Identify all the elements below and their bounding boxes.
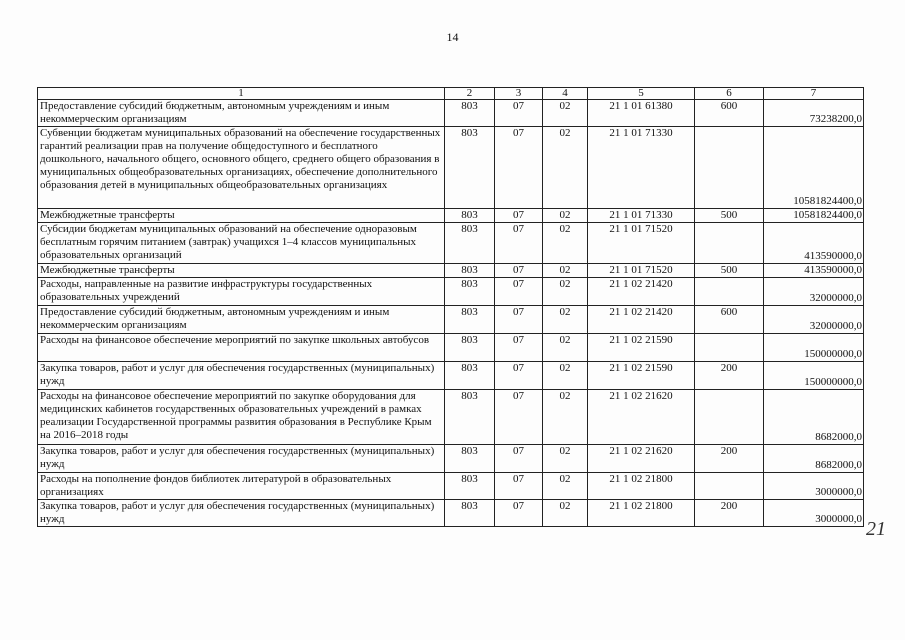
row-section-code: 07 (495, 306, 543, 334)
row-name: Предоставление субсидий бюджетным, автономным учреждениям и иным некоммерческим организациям (38, 100, 445, 127)
row-expense-type (695, 334, 764, 362)
budget-table (37, 87, 864, 527)
row-amount: 150000000,0 (764, 362, 864, 390)
row-target-article: 21 1 02 21620 (588, 445, 695, 473)
row-name: Закупка товаров, работ и услуг для обеспечения государственных (муниципальных) нужд (38, 362, 445, 390)
row-amount: 3000000,0 (764, 500, 864, 527)
row-expense-type: 500 (695, 264, 764, 278)
row-ministry-code: 803 (445, 127, 495, 209)
page-number: 14 (446, 30, 459, 44)
row-subsection-code: 02 (543, 473, 588, 500)
column-header: 3 (495, 88, 543, 100)
row-amount: 8682000,0 (764, 445, 864, 473)
column-header: 5 (588, 88, 695, 100)
table-row (38, 278, 864, 306)
row-amount: 413590000,0 (764, 223, 864, 264)
table-row (38, 223, 864, 264)
table-row (38, 445, 864, 473)
row-section-code: 07 (495, 264, 543, 278)
row-name: Закупка товаров, работ и услуг для обеспечения государственных (муниципальных) нужд (38, 500, 445, 527)
row-expense-type: 200 (695, 362, 764, 390)
row-amount: 413590000,0 (764, 264, 864, 278)
row-subsection-code: 02 (543, 278, 588, 306)
table-row (38, 264, 864, 278)
row-ministry-code: 803 (445, 445, 495, 473)
row-target-article: 21 1 02 21420 (588, 306, 695, 334)
row-ministry-code: 803 (445, 264, 495, 278)
row-subsection-code: 02 (543, 334, 588, 362)
row-name: Предоставление субсидий бюджетным, автономным учреждениям и иным некоммерческим организациям (38, 306, 445, 334)
table-row (38, 209, 864, 223)
row-expense-type (695, 473, 764, 500)
row-amount: 10581824400,0 (764, 127, 864, 209)
row-expense-type: 200 (695, 445, 764, 473)
row-section-code: 07 (495, 223, 543, 264)
row-ministry-code: 803 (445, 100, 495, 127)
row-section-code: 07 (495, 445, 543, 473)
table-row (38, 100, 864, 127)
table-row (38, 473, 864, 500)
row-section-code: 07 (495, 334, 543, 362)
row-name: Расходы на финансовое обеспечение мероприятий по закупке школьных автобусов (38, 334, 445, 362)
row-name: Субвенции бюджетам муниципальных образований на обеспечение государственных гарантий реализации прав на получение общедоступного и бесплатного дошкольного, начального общего, основного общего, среднего общего образования в муниципальных общеобразовательных организациях, обеспечение дополнительного образования детей в муниципальных общеобразовательных организациях (38, 127, 445, 209)
table-header-row (38, 88, 864, 100)
row-subsection-code: 02 (543, 223, 588, 264)
table-row (38, 500, 864, 527)
row-target-article: 21 1 02 21800 (588, 473, 695, 500)
row-subsection-code: 02 (543, 127, 588, 209)
row-ministry-code: 803 (445, 223, 495, 264)
row-subsection-code: 02 (543, 100, 588, 127)
row-section-code: 07 (495, 473, 543, 500)
row-subsection-code: 02 (543, 264, 588, 278)
handwritten-page-mark: 21 (866, 518, 886, 540)
table-row (38, 362, 864, 390)
row-section-code: 07 (495, 362, 543, 390)
row-name: Закупка товаров, работ и услуг для обеспечения государственных (муниципальных) нужд (38, 445, 445, 473)
row-name: Расходы, направленные на развитие инфраструктуры государственных образовательных учреждений (38, 278, 445, 306)
row-name: Межбюджетные трансферты (38, 264, 445, 278)
table-row (38, 334, 864, 362)
row-ministry-code: 803 (445, 473, 495, 500)
row-target-article: 21 1 01 61380 (588, 100, 695, 127)
row-subsection-code: 02 (543, 306, 588, 334)
row-ministry-code: 803 (445, 334, 495, 362)
row-ministry-code: 803 (445, 500, 495, 527)
row-target-article: 21 1 01 71520 (588, 264, 695, 278)
table-row (38, 127, 864, 209)
table-row (38, 306, 864, 334)
row-name: Расходы на финансовое обеспечение мероприятий по закупке оборудования для медицинских кабинетов государственных образовательных учреждений в рамках реализации Государственной программы развития образования в Республике Крым на 2016–2018 годы (38, 390, 445, 445)
row-target-article: 21 1 02 21590 (588, 334, 695, 362)
column-header: 6 (695, 88, 764, 100)
row-section-code: 07 (495, 209, 543, 223)
row-ministry-code: 803 (445, 306, 495, 334)
row-target-article: 21 1 01 71520 (588, 223, 695, 264)
row-amount: 32000000,0 (764, 278, 864, 306)
row-expense-type: 600 (695, 306, 764, 334)
row-ministry-code: 803 (445, 362, 495, 390)
row-name: Расходы на пополнение фондов библиотек литературой в образовательных организациях (38, 473, 445, 500)
row-section-code: 07 (495, 390, 543, 445)
row-amount: 32000000,0 (764, 306, 864, 334)
row-target-article: 21 1 01 71330 (588, 127, 695, 209)
row-subsection-code: 02 (543, 209, 588, 223)
row-section-code: 07 (495, 127, 543, 209)
row-target-article: 21 1 02 21800 (588, 500, 695, 527)
row-amount: 3000000,0 (764, 473, 864, 500)
row-subsection-code: 02 (543, 500, 588, 527)
row-expense-type (695, 127, 764, 209)
table-row (38, 390, 864, 445)
row-name: Субсидии бюджетам муниципальных образований на обеспечение одноразовым бесплатным горячим питанием (завтрак) учащихся 1–4 классов муниципальных образовательных организаций (38, 223, 445, 264)
row-ministry-code: 803 (445, 209, 495, 223)
row-expense-type (695, 278, 764, 306)
row-section-code: 07 (495, 500, 543, 527)
row-ministry-code: 803 (445, 390, 495, 445)
row-amount: 150000000,0 (764, 334, 864, 362)
row-target-article: 21 1 02 21620 (588, 390, 695, 445)
row-amount: 8682000,0 (764, 390, 864, 445)
column-header: 2 (445, 88, 495, 100)
row-section-code: 07 (495, 100, 543, 127)
row-expense-type (695, 223, 764, 264)
row-target-article: 21 1 02 21590 (588, 362, 695, 390)
row-expense-type: 200 (695, 500, 764, 527)
row-target-article: 21 1 02 21420 (588, 278, 695, 306)
row-name: Межбюджетные трансферты (38, 209, 445, 223)
row-expense-type: 500 (695, 209, 764, 223)
row-section-code: 07 (495, 278, 543, 306)
row-subsection-code: 02 (543, 362, 588, 390)
column-header: 1 (38, 88, 445, 100)
row-subsection-code: 02 (543, 390, 588, 445)
column-header: 4 (543, 88, 588, 100)
row-amount: 10581824400,0 (764, 209, 864, 223)
row-expense-type (695, 390, 764, 445)
row-target-article: 21 1 01 71330 (588, 209, 695, 223)
row-subsection-code: 02 (543, 445, 588, 473)
row-ministry-code: 803 (445, 278, 495, 306)
column-header: 7 (764, 88, 864, 100)
row-amount: 73238200,0 (764, 100, 864, 127)
row-expense-type: 600 (695, 100, 764, 127)
